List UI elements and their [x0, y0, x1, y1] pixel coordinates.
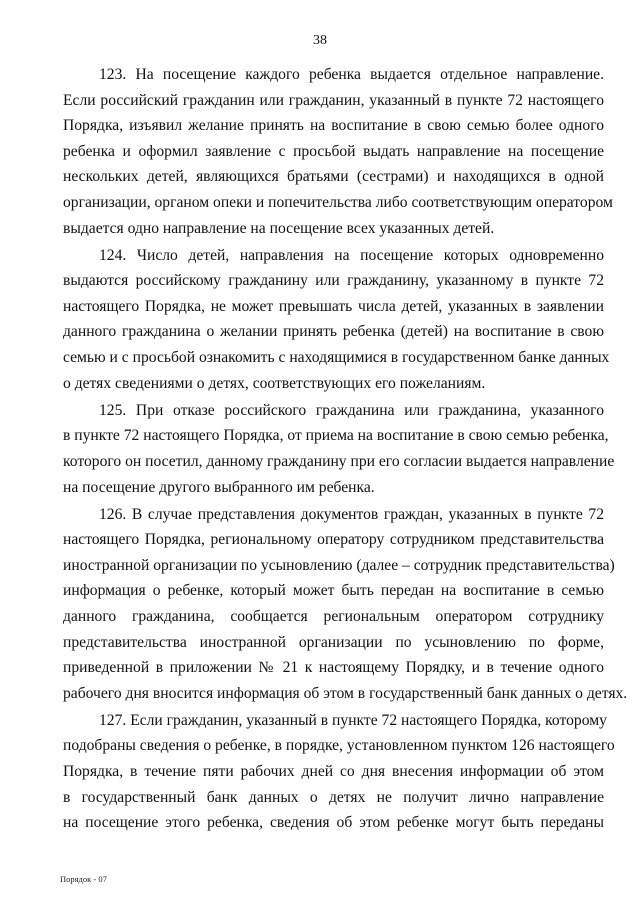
text-line: настоящего Порядка, не может превышать числа детей, указанных в заявлении — [63, 297, 604, 315]
body-text — [63, 62, 628, 837]
text-line: подобраны сведения о ребенке, в порядке, установленном пунктом 126 настоящего — [63, 737, 615, 755]
text-line: в пункте 72 настоящего Порядка, от приема на воспитание в свою семью ребенка, — [63, 427, 609, 445]
page-number: 38 — [313, 33, 327, 48]
text-line: ребенка и оформил заявление с просьбой выдать направление на посещение — [63, 142, 604, 160]
text-line: данного гражданина, сообщается региональным оператором сотруднику — [63, 607, 604, 625]
text-line: 127. Если гражданин, указанный в пункте 72 настоящего Порядка, которому — [99, 711, 607, 729]
text-line: о детях сведениями о детях, соответствующих его пожеланиям. — [63, 374, 486, 392]
text-line: на посещение этого ребенка, сведения об этом ребенке могут быть переданы — [63, 814, 604, 832]
text-line: Если российский гражданин или гражданин, указанный в пункте 72 настоящего — [63, 91, 604, 109]
paragraph-127 — [63, 708, 615, 836]
text-line: информация о ребенке, который может быть передан на воспитание в семью — [63, 582, 604, 600]
paragraph-123 — [63, 62, 613, 241]
text-line: на посещение другого выбранного им ребенка. — [63, 478, 375, 496]
text-line: настоящего Порядка, региональному оператору сотрудником представительства — [63, 531, 604, 549]
paragraph-125 — [63, 398, 615, 500]
paragraph-124 — [63, 243, 610, 397]
text-line: 126. В случае представления документов граждан, указанных в пункте 72 — [99, 505, 604, 523]
text-line: рабочего дня вносится информация об этом в государственный банк данных о детях. — [63, 684, 628, 702]
page-footer: Порядок - 07 — [60, 874, 107, 884]
text-line: в государственный банк данных о детях не получит лично направление — [63, 788, 604, 806]
text-line: иностранной организации по усыновлению (далее – сотрудник представительства) — [63, 556, 615, 574]
text-line: Порядка, изъявил желание принять на воспитание в свою семью более одного — [63, 117, 604, 135]
text-line: 124. Число детей, направления на посещение которых одновременно — [99, 246, 604, 264]
text-line: семью и с просьбой ознакомить с находящимися в государственном банке данных — [63, 349, 610, 367]
text-line: 125. При отказе российского гражданина или гражданина, указанного — [99, 401, 604, 419]
text-line: Порядка, в течение пяти рабочих дней со дня внесения информации об этом — [63, 763, 604, 781]
text-line: данного гражданина о желании принять ребенка (детей) на воспитание в свою — [63, 323, 604, 341]
text-line: приведенной в приложении № 21 к настоящему Порядку, и в течение одного — [63, 659, 604, 677]
text-line: выдается одно направление на посещение всех указанных детей. — [63, 219, 495, 237]
text-line: представительства иностранной организации по усыновлению по форме, — [63, 633, 604, 651]
text-line: нескольких детей, являющихся братьями (сестрами) и находящихся в одной — [63, 168, 604, 186]
text-line: выдаются российскому гражданину или гражданину, указанному в пункте 72 — [63, 272, 604, 290]
paragraph-126 — [63, 502, 628, 707]
text-line: которого он посетил, данному гражданину при его согласии выдается направление — [63, 452, 615, 470]
text-line: 123. На посещение каждого ребенка выдается отдельное направление. — [99, 66, 604, 83]
text-line: организации, органом опеки и попечительства либо соответствующим оператором — [63, 193, 613, 211]
